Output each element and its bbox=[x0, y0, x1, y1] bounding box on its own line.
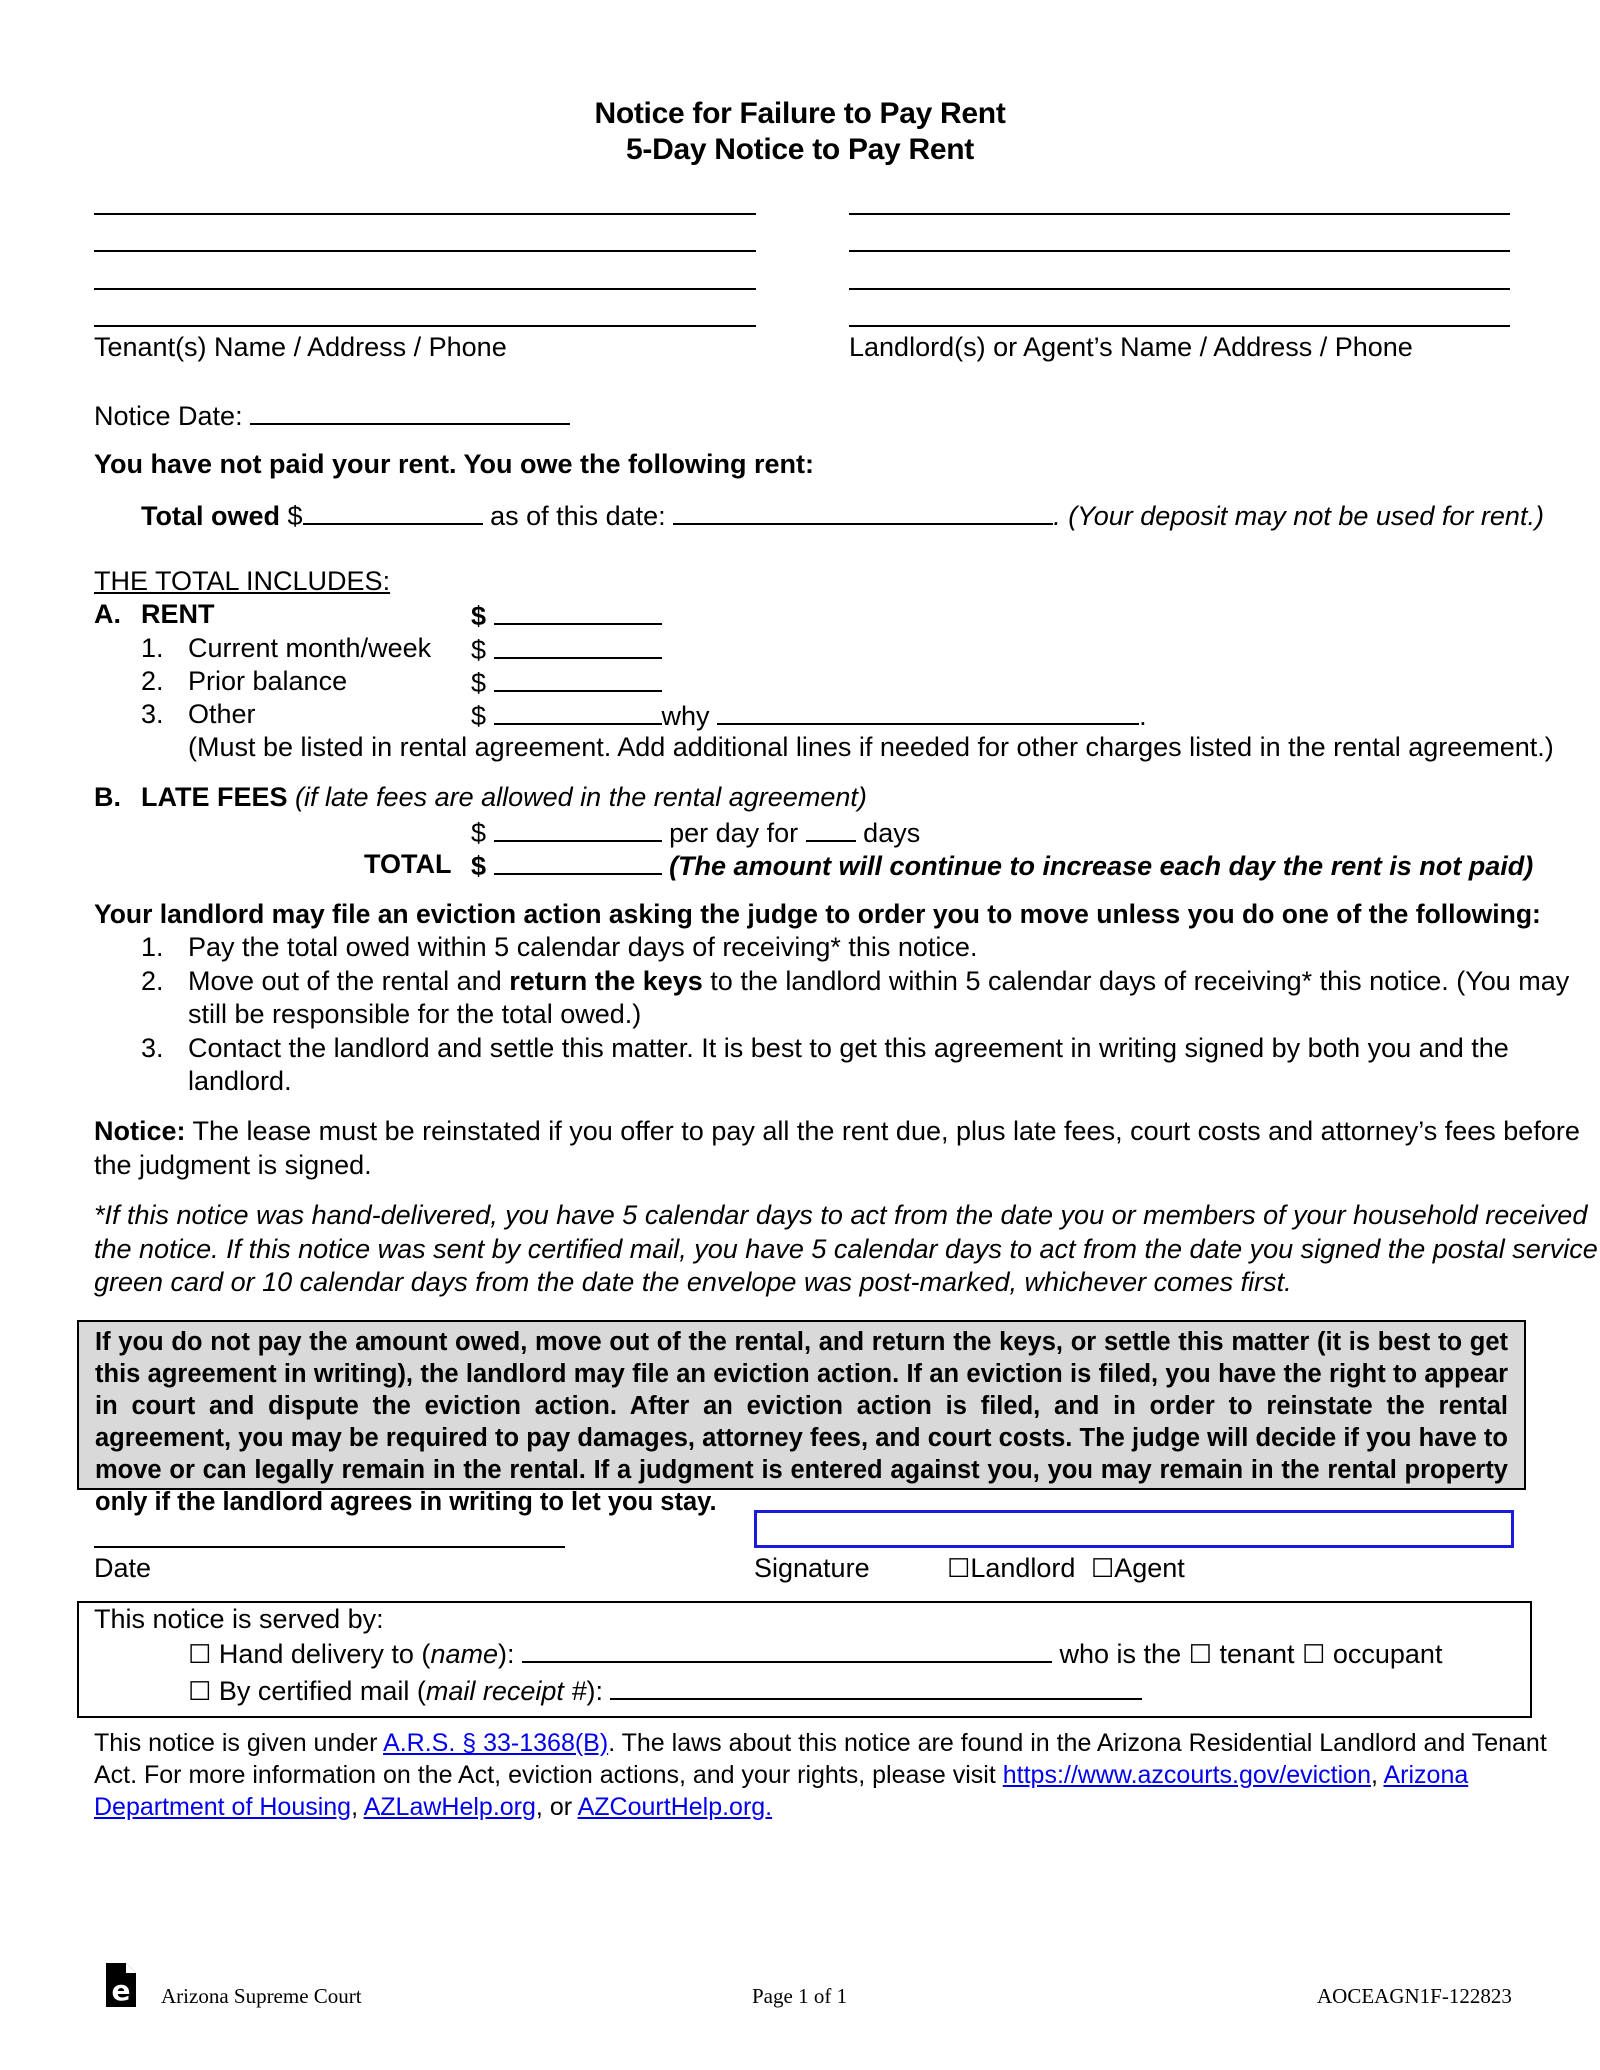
option-1-num: 1. bbox=[141, 932, 164, 962]
hand-pre: Hand delivery to ( bbox=[218, 1639, 431, 1669]
option-3-line1: Contact the landlord and settle this matter. It is best to get this agreement in writing signed by both you and the bbox=[188, 1033, 1509, 1063]
law-text-2: . The laws about this notice are found in the Arizona Residential Landlord and Tenant bbox=[608, 1729, 1547, 1757]
mail-post: ): bbox=[586, 1676, 603, 1706]
item-3-amount-row bbox=[471, 699, 1147, 732]
options-heading: Your landlord may file an eviction action asking the judge to order you to move unless you do one of the following: bbox=[94, 899, 1541, 929]
occupant-checkbox[interactable]: ☐ bbox=[1302, 1640, 1326, 1670]
eviction-url-link[interactable]: https://www.azcourts.gov/eviction bbox=[1002, 1761, 1371, 1789]
item-2-dollar: $ bbox=[471, 668, 487, 698]
late-fees-letter: B. bbox=[94, 782, 121, 812]
certified-mail-checkbox[interactable]: ☐ bbox=[188, 1677, 212, 1707]
law-comma-2: , bbox=[351, 1793, 364, 1821]
law-or: , or bbox=[535, 1793, 578, 1821]
landlord-line-2[interactable] bbox=[849, 250, 1510, 252]
why-label: why bbox=[661, 701, 710, 731]
mail-receipt-field[interactable] bbox=[610, 1674, 1142, 1700]
item-2-num: 2. bbox=[141, 666, 164, 696]
landlord-line-1[interactable] bbox=[849, 213, 1510, 215]
item-1-amount-row bbox=[471, 633, 662, 666]
asterisk-note-2: the notice. If this notice was sent by certified mail, you have 5 calendar days to act from the date you signed the postal service bbox=[94, 1234, 1598, 1264]
hand-delivery-checkbox[interactable]: ☐ bbox=[188, 1640, 212, 1670]
law-line-3 bbox=[94, 1793, 772, 1822]
deposit-note: . (Your deposit may not be used for rent.) bbox=[1053, 501, 1544, 531]
per-day-row bbox=[471, 816, 920, 849]
law-text-3: Act. For more information on the Act, eviction actions, and your rights, please visit bbox=[94, 1761, 1003, 1789]
law-line-2 bbox=[94, 1761, 1468, 1790]
date-line[interactable] bbox=[94, 1546, 565, 1548]
landlord-checkbox[interactable]: ☐ bbox=[947, 1554, 971, 1584]
late-total-label: TOTAL bbox=[364, 849, 452, 879]
landlord-label: Landlord(s) or Agent’s Name / Address / Phone bbox=[849, 332, 1413, 362]
azcourthelp-link[interactable]: AZCourtHelp.org. bbox=[577, 1793, 773, 1821]
late-fees-label: LATE FEES bbox=[141, 782, 288, 812]
other-period: . bbox=[1139, 701, 1147, 731]
total-owed-label: Total owed bbox=[141, 501, 280, 531]
statute-link[interactable]: A.R.S. § 33-1368(B) bbox=[383, 1729, 609, 1757]
tenant-label: Tenant(s) Name / Address / Phone bbox=[94, 332, 507, 362]
item-3-num: 3. bbox=[141, 699, 164, 729]
agent-option-label: Agent bbox=[1114, 1553, 1185, 1583]
who-is-label: who is the bbox=[1059, 1639, 1182, 1669]
hand-delivery-name-field[interactable] bbox=[522, 1637, 1052, 1663]
as-of-label: as of this date: bbox=[490, 501, 666, 531]
notice-text: The lease must be reinstated if you offer to pay all the rent due, plus late fees, court costs and attorney’s fees before bbox=[185, 1116, 1580, 1146]
rent-amount-row bbox=[471, 599, 662, 632]
document-subtitle: 5-Day Notice to Pay Rent bbox=[626, 133, 974, 166]
served-heading: This notice is served by: bbox=[94, 1604, 384, 1634]
option-1-text: Pay the total owed within 5 calendar days of receiving* this notice. bbox=[188, 932, 978, 962]
prior-balance-field[interactable] bbox=[494, 666, 662, 692]
signer-role-options bbox=[947, 1553, 1185, 1584]
item-3-label: Other bbox=[188, 699, 256, 729]
option-2-line2: still be responsible for the total owed.) bbox=[188, 999, 642, 1029]
tenant-line-4[interactable] bbox=[94, 325, 756, 327]
per-day-amount-field[interactable] bbox=[494, 816, 662, 842]
total-owed-row bbox=[141, 499, 1544, 532]
hand-post: ): bbox=[497, 1639, 515, 1669]
svg-text:e: e bbox=[111, 1974, 131, 2007]
document-logo-icon bbox=[104, 1963, 138, 2007]
total-owed-field[interactable] bbox=[303, 499, 483, 525]
item-3-dollar: $ bbox=[471, 701, 487, 731]
law-text-1: This notice is given under bbox=[94, 1729, 384, 1757]
other-why-field[interactable] bbox=[717, 699, 1139, 725]
document-title: Notice for Failure to Pay Rent bbox=[594, 97, 1006, 130]
item-2-amount-row bbox=[471, 666, 662, 699]
tenant-line-1[interactable] bbox=[94, 213, 756, 215]
late-fees-note: (if late fees are allowed in the rental agreement) bbox=[295, 782, 867, 812]
landlord-option-label: Landlord bbox=[970, 1553, 1076, 1583]
option-2-post: to the landlord within 5 calendar days of receiving* this notice. (You may bbox=[702, 966, 1570, 996]
item-1-num: 1. bbox=[141, 633, 164, 663]
per-day-label: per day for bbox=[669, 818, 799, 848]
signature-label: Signature bbox=[754, 1553, 870, 1583]
rent-amount-field[interactable] bbox=[494, 599, 662, 625]
item-2-label: Prior balance bbox=[188, 666, 348, 696]
eviction-warning-box: If you do not pay the amount owed, move out of the rental, and return the keys, or settle this matter (it is best to get this agreement in writing), the landlord may file an eviction action. If an eviction is filed, you have the right to appear in court and dispute the eviction action. After an eviction action is filed, and in order to reinstate the rental agreement, you may be required to pay damages, attorney fees, and court costs. The judge will decide if you have to move or can legally remain in the rental. If a judgment is entered against you, you may remain in the rental property only if the landlord agrees in writing to let you stay. bbox=[77, 1320, 1526, 1490]
late-total-row bbox=[471, 849, 1533, 882]
notice-date-label: Notice Date: bbox=[94, 401, 243, 431]
late-total-note: (The amount will continue to increase each day the rent is not paid) bbox=[669, 851, 1534, 881]
notice-label: Notice: bbox=[94, 1116, 186, 1146]
option-2-pre: Move out of the rental and bbox=[188, 966, 510, 996]
landlord-line-4[interactable] bbox=[849, 325, 1510, 327]
hand-name-label: name bbox=[430, 1639, 498, 1669]
option-2-bold: return the keys bbox=[509, 966, 703, 996]
mail-receipt-label: mail receipt # bbox=[425, 1676, 587, 1706]
law-comma-1: , bbox=[1370, 1761, 1384, 1789]
notice-date-field[interactable] bbox=[250, 399, 570, 425]
includes-heading: THE TOTAL INCLUDES: bbox=[94, 566, 391, 596]
hand-delivery-row bbox=[188, 1637, 1442, 1670]
as-of-date-field[interactable] bbox=[673, 499, 1053, 525]
option-3-num: 3. bbox=[141, 1033, 164, 1063]
occupant-option-label: occupant bbox=[1332, 1639, 1443, 1669]
tenant-line-3[interactable] bbox=[94, 288, 756, 290]
signature-field[interactable] bbox=[754, 1510, 1514, 1548]
owed-heading: You have not paid your rent. You owe the following rent: bbox=[94, 449, 815, 479]
asterisk-note-1: *If this notice was hand-delivered, you have 5 calendar days to act from the date you or members of your household received bbox=[94, 1200, 1588, 1230]
item-1-dollar: $ bbox=[471, 635, 487, 665]
late-fees-row bbox=[141, 782, 867, 813]
mail-pre: By certified mail ( bbox=[218, 1676, 426, 1706]
option-2-num: 2. bbox=[141, 966, 164, 996]
item-1-label: Current month/week bbox=[188, 633, 432, 663]
notice-line2: the judgment is signed. bbox=[94, 1150, 372, 1180]
days-count-field[interactable] bbox=[806, 816, 856, 842]
asterisk-note-3: green card or 10 calendar days from the date the envelope was post-marked, whichever comes first. bbox=[94, 1267, 1292, 1297]
late-total-dollar: $ bbox=[471, 851, 487, 881]
notice-line1 bbox=[94, 1116, 1580, 1147]
azlawhelp-link[interactable]: AZLawHelp.org bbox=[363, 1793, 536, 1821]
days-label: days bbox=[863, 818, 921, 848]
rent-label: RENT bbox=[141, 599, 215, 629]
rent-dollar: $ bbox=[471, 601, 487, 631]
tenant-line-2[interactable] bbox=[94, 250, 756, 252]
other-note: (Must be listed in rental agreement. Add additional lines if needed for other charges listed in the rental agreement.) bbox=[188, 732, 1554, 762]
law-line-1 bbox=[94, 1729, 1547, 1758]
notice-date-row bbox=[94, 399, 570, 432]
housing-link-part2[interactable]: Department of Housing bbox=[94, 1793, 352, 1821]
footer-court: Arizona Supreme Court bbox=[161, 1984, 362, 2008]
tenant-option-label: tenant bbox=[1219, 1639, 1295, 1669]
rent-letter: A. bbox=[94, 599, 121, 629]
per-day-dollar: $ bbox=[471, 818, 487, 848]
housing-link-part1[interactable]: Arizona bbox=[1383, 1761, 1469, 1789]
option-2-text bbox=[188, 966, 1569, 997]
late-total-field[interactable] bbox=[494, 849, 662, 875]
dollar-sign: $ bbox=[287, 501, 303, 531]
date-label: Date bbox=[94, 1553, 152, 1583]
other-amount-field[interactable] bbox=[494, 699, 662, 725]
footer-page: Page 1 of 1 bbox=[752, 1984, 848, 2008]
footer-code: AOCEAGN1F-122823 bbox=[1317, 1984, 1512, 2008]
agent-checkbox[interactable]: ☐ bbox=[1090, 1554, 1115, 1584]
current-month-field[interactable] bbox=[494, 633, 662, 659]
certified-mail-row bbox=[188, 1674, 1142, 1707]
landlord-line-3[interactable] bbox=[849, 288, 1510, 290]
tenant-checkbox[interactable]: ☐ bbox=[1188, 1640, 1212, 1670]
option-3-line2: landlord. bbox=[188, 1066, 292, 1096]
